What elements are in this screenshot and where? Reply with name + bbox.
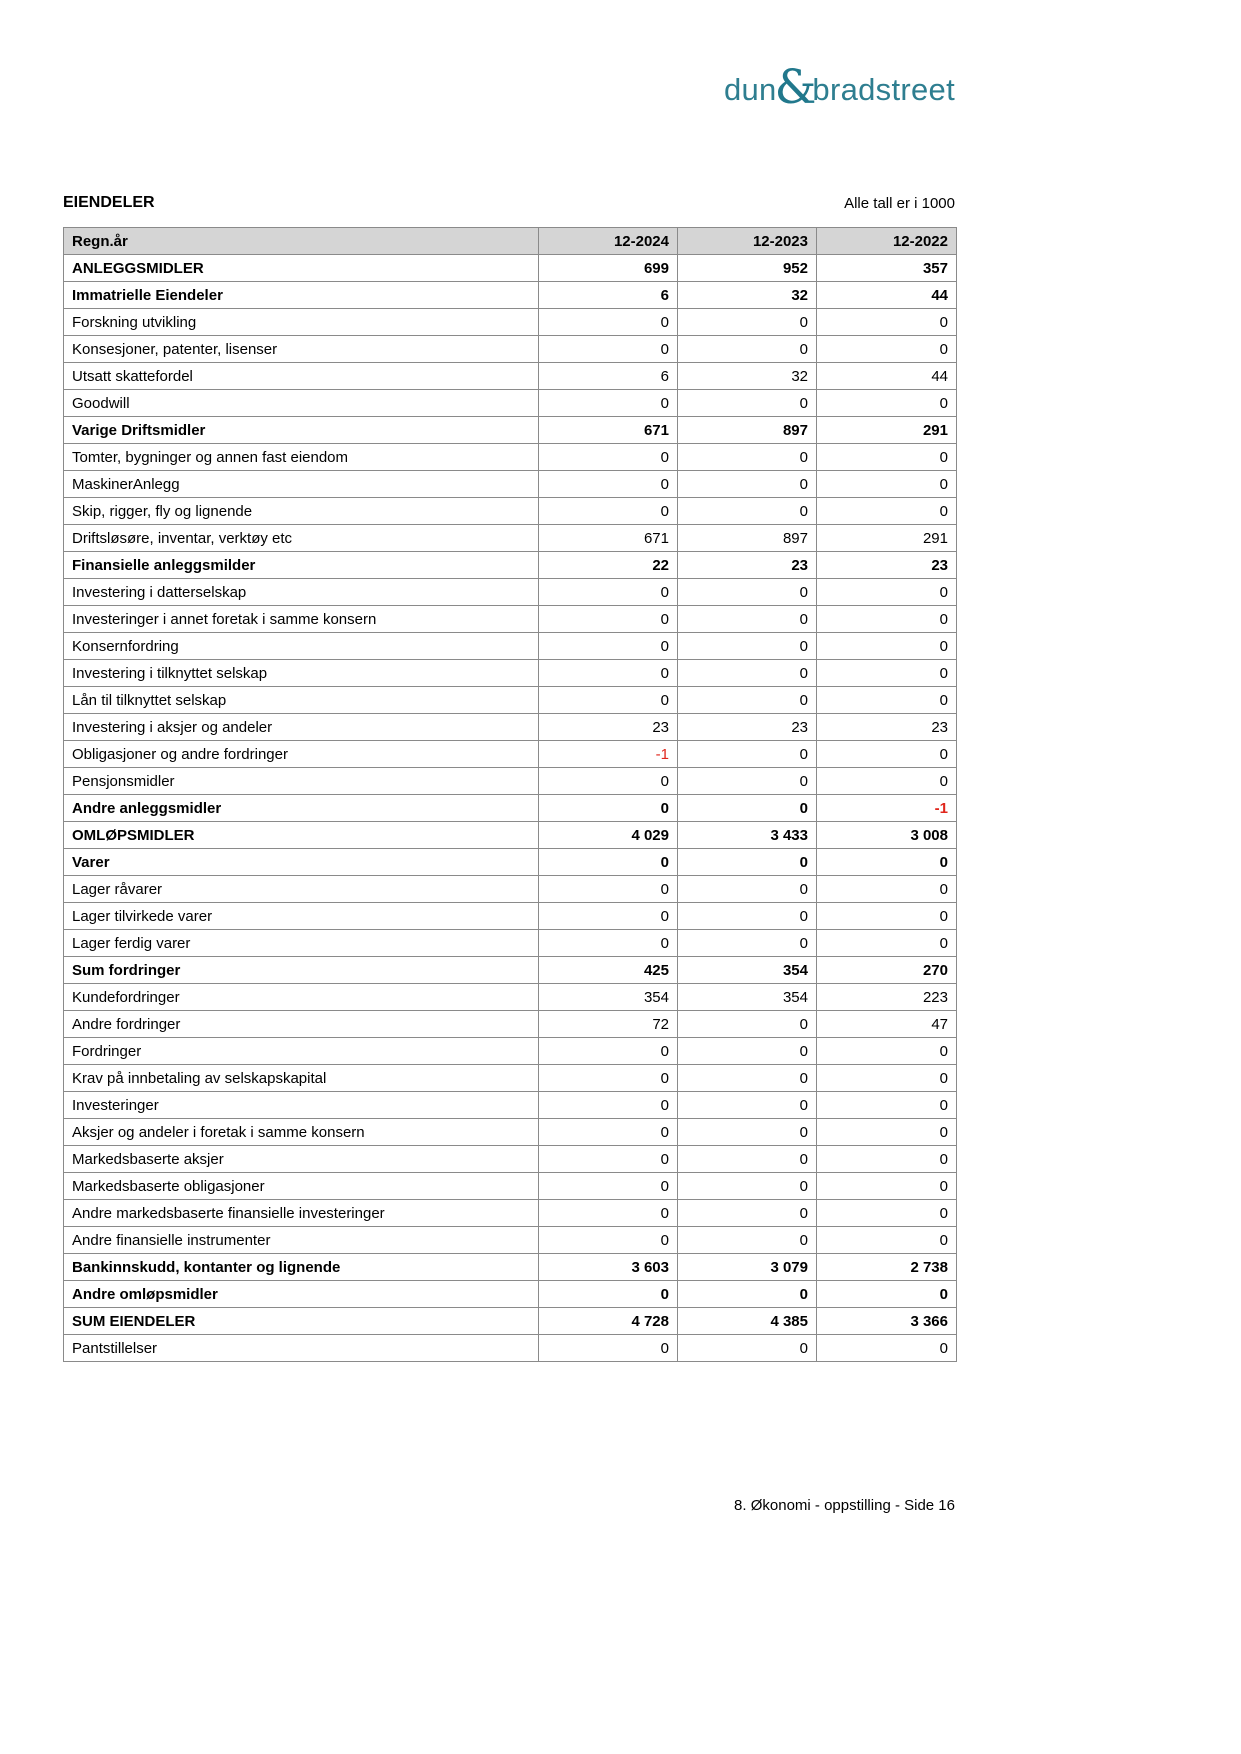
row-value: 23 <box>678 714 817 741</box>
row-value: 0 <box>539 795 678 822</box>
row-label: MaskinerAnlegg <box>64 471 539 498</box>
table-row <box>64 255 957 282</box>
row-value: 0 <box>678 309 817 336</box>
table-row <box>64 741 957 768</box>
section-title: EIENDELER <box>63 194 155 211</box>
row-value: 0 <box>817 741 957 768</box>
table-row <box>64 390 957 417</box>
table-row <box>64 1335 957 1362</box>
column-header-12-2024: 12-2024 <box>539 228 678 255</box>
balance-table-body <box>64 255 957 1362</box>
row-value: 291 <box>817 417 957 444</box>
units-note: Alle tall er i 1000 <box>844 195 955 212</box>
row-value: 671 <box>539 417 678 444</box>
row-value: 0 <box>817 1335 957 1362</box>
row-value: 952 <box>678 255 817 282</box>
row-value: 44 <box>817 282 957 309</box>
table-row <box>64 876 957 903</box>
row-label: Investering i tilknyttet selskap <box>64 660 539 687</box>
table-header <box>64 228 957 255</box>
row-value: 0 <box>817 1092 957 1119</box>
row-label: Kundefordringer <box>64 984 539 1011</box>
table-row <box>64 1254 957 1281</box>
table-row <box>64 1146 957 1173</box>
row-label: Lager tilvirkede varer <box>64 903 539 930</box>
row-value: 0 <box>539 1038 678 1065</box>
row-label: Investering i aksjer og andeler <box>64 714 539 741</box>
row-value: 357 <box>817 255 957 282</box>
table-row <box>64 984 957 1011</box>
row-value: 3 603 <box>539 1254 678 1281</box>
row-value: 0 <box>817 1146 957 1173</box>
row-value: 23 <box>817 552 957 579</box>
table-row <box>64 795 957 822</box>
row-label: Driftsløsøre, inventar, verktøy etc <box>64 525 539 552</box>
row-value: 0 <box>539 1227 678 1254</box>
table-row <box>64 1065 957 1092</box>
row-label: OMLØPSMIDLER <box>64 822 539 849</box>
row-value: 0 <box>539 768 678 795</box>
row-value: 0 <box>817 876 957 903</box>
row-label: Andre markedsbaserte finansielle investeringer <box>64 1200 539 1227</box>
row-value: 32 <box>678 363 817 390</box>
row-value: 0 <box>817 1119 957 1146</box>
row-value: 4 728 <box>539 1308 678 1335</box>
row-value: 425 <box>539 957 678 984</box>
row-value: 0 <box>678 768 817 795</box>
row-value: 2 738 <box>817 1254 957 1281</box>
row-value: 0 <box>678 579 817 606</box>
row-value: 0 <box>678 633 817 660</box>
row-value: 4 029 <box>539 822 678 849</box>
row-value: 3 366 <box>817 1308 957 1335</box>
row-value: 0 <box>678 1065 817 1092</box>
row-label: Andre finansielle instrumenter <box>64 1227 539 1254</box>
row-value: 291 <box>817 525 957 552</box>
row-value: 671 <box>539 525 678 552</box>
row-label: Finansielle anleggsmilder <box>64 552 539 579</box>
row-label: Utsatt skattefordel <box>64 363 539 390</box>
row-label: Lager ferdig varer <box>64 930 539 957</box>
row-value: 0 <box>817 336 957 363</box>
table-row <box>64 525 957 552</box>
row-value: 0 <box>817 1173 957 1200</box>
row-value: 0 <box>817 471 957 498</box>
row-value: 44 <box>817 363 957 390</box>
row-label: Fordringer <box>64 1038 539 1065</box>
row-value: 0 <box>678 1038 817 1065</box>
row-value: 0 <box>817 687 957 714</box>
table-row <box>64 822 957 849</box>
row-value: 270 <box>817 957 957 984</box>
row-value: 0 <box>539 660 678 687</box>
row-value: 6 <box>539 363 678 390</box>
row-value: 0 <box>539 471 678 498</box>
dun-and-bradstreet-logo <box>723 60 955 115</box>
row-value: 72 <box>539 1011 678 1038</box>
row-value: 0 <box>678 444 817 471</box>
row-value: 0 <box>539 1146 678 1173</box>
row-value: 0 <box>539 336 678 363</box>
row-label: Andre omløpsmidler <box>64 1281 539 1308</box>
row-label: Markedsbaserte aksjer <box>64 1146 539 1173</box>
row-value: 0 <box>678 1200 817 1227</box>
row-value: 0 <box>678 687 817 714</box>
table-row <box>64 1281 957 1308</box>
row-value: 0 <box>817 930 957 957</box>
table-row <box>64 849 957 876</box>
table-row <box>64 363 957 390</box>
row-value: 23 <box>817 714 957 741</box>
row-value: 0 <box>678 336 817 363</box>
logo-word-bradstreet: bradstreet <box>812 72 955 107</box>
row-value: 354 <box>678 957 817 984</box>
row-value: 23 <box>539 714 678 741</box>
row-label: Skip, rigger, fly og lignende <box>64 498 539 525</box>
row-label: ANLEGGSMIDLER <box>64 255 539 282</box>
column-header-12-2022: 12-2022 <box>817 228 957 255</box>
row-label: Konsesjoner, patenter, lisenser <box>64 336 539 363</box>
row-label: Lager råvarer <box>64 876 539 903</box>
row-label: Konsernfordring <box>64 633 539 660</box>
row-value: 0 <box>817 579 957 606</box>
column-header-regnaar: Regn.år <box>64 228 539 255</box>
row-value: 0 <box>539 633 678 660</box>
column-header-12-2023: 12-2023 <box>678 228 817 255</box>
row-value: 0 <box>539 579 678 606</box>
table-row <box>64 1308 957 1335</box>
row-value: 23 <box>678 552 817 579</box>
ampersand-icon: & <box>774 60 817 115</box>
page-footer: 8. Økonomi - oppstilling - Side 16 <box>734 1497 955 1514</box>
table-row <box>64 1119 957 1146</box>
table-row <box>64 552 957 579</box>
row-value: 0 <box>539 1335 678 1362</box>
table-row <box>64 471 957 498</box>
row-label: Sum fordringer <box>64 957 539 984</box>
row-value: 897 <box>678 525 817 552</box>
row-value: 0 <box>678 1119 817 1146</box>
table-row <box>64 957 957 984</box>
row-label: Obligasjoner og andre fordringer <box>64 741 539 768</box>
row-value: 0 <box>539 849 678 876</box>
row-value: 0 <box>678 471 817 498</box>
row-label: Aksjer og andeler i foretak i samme konsern <box>64 1119 539 1146</box>
table-row <box>64 633 957 660</box>
row-value: 0 <box>539 444 678 471</box>
row-value: 0 <box>817 1281 957 1308</box>
row-value: 0 <box>539 687 678 714</box>
row-value: 354 <box>539 984 678 1011</box>
table-row <box>64 930 957 957</box>
row-value: 0 <box>539 390 678 417</box>
row-value: 0 <box>678 606 817 633</box>
table-row <box>64 687 957 714</box>
table-row <box>64 1173 957 1200</box>
row-value: 0 <box>817 1200 957 1227</box>
row-label: Forskning utvikling <box>64 309 539 336</box>
logo-word-dun: dun <box>723 72 777 107</box>
table-row <box>64 768 957 795</box>
row-value: 0 <box>539 1092 678 1119</box>
row-value: 0 <box>539 309 678 336</box>
row-label: Pantstillelser <box>64 1335 539 1362</box>
row-label: Bankinnskudd, kontanter og lignende <box>64 1254 539 1281</box>
row-label: Andre anleggsmidler <box>64 795 539 822</box>
row-value: 47 <box>817 1011 957 1038</box>
table-row <box>64 1200 957 1227</box>
row-value: 0 <box>678 390 817 417</box>
table-row <box>64 1011 957 1038</box>
row-value: 0 <box>817 309 957 336</box>
row-value: 0 <box>678 876 817 903</box>
row-label: Investeringer i annet foretak i samme konsern <box>64 606 539 633</box>
table-row <box>64 579 957 606</box>
table-row <box>64 606 957 633</box>
table-row <box>64 714 957 741</box>
row-value: 0 <box>678 849 817 876</box>
row-value: 0 <box>817 498 957 525</box>
row-value: 0 <box>539 1173 678 1200</box>
row-value: 0 <box>817 903 957 930</box>
row-value: 0 <box>678 1092 817 1119</box>
table-row <box>64 282 957 309</box>
row-value: 0 <box>678 930 817 957</box>
row-value: 3 008 <box>817 822 957 849</box>
row-label: Krav på innbetaling av selskapskapital <box>64 1065 539 1092</box>
row-value: 0 <box>678 1011 817 1038</box>
row-value: 0 <box>678 498 817 525</box>
row-value: 0 <box>539 1200 678 1227</box>
row-value: 0 <box>817 606 957 633</box>
row-value: 699 <box>539 255 678 282</box>
row-value: 22 <box>539 552 678 579</box>
row-value: 223 <box>817 984 957 1011</box>
row-value: 0 <box>817 390 957 417</box>
row-value: 0 <box>817 660 957 687</box>
row-value: 0 <box>539 1119 678 1146</box>
table-row <box>64 444 957 471</box>
row-value: 0 <box>539 903 678 930</box>
row-value: 0 <box>817 1065 957 1092</box>
row-value: 32 <box>678 282 817 309</box>
row-label: Investering i datterselskap <box>64 579 539 606</box>
row-value: 0 <box>539 498 678 525</box>
row-value: 6 <box>539 282 678 309</box>
row-value: 0 <box>817 849 957 876</box>
table-header-row <box>64 228 957 255</box>
table-row <box>64 1227 957 1254</box>
row-value: 897 <box>678 417 817 444</box>
row-label: Lån til tilknyttet selskap <box>64 687 539 714</box>
table-row <box>64 660 957 687</box>
row-value: 0 <box>539 930 678 957</box>
row-value: 3 433 <box>678 822 817 849</box>
row-value: 0 <box>817 633 957 660</box>
row-label: Varige Driftsmidler <box>64 417 539 444</box>
row-value: 0 <box>817 444 957 471</box>
table-row <box>64 309 957 336</box>
row-value: 0 <box>539 606 678 633</box>
table-row <box>64 903 957 930</box>
row-value: 0 <box>678 1227 817 1254</box>
table-header-line <box>63 194 955 212</box>
table-row <box>64 1038 957 1065</box>
row-label: Immatrielle Eiendeler <box>64 282 539 309</box>
row-value: 0 <box>678 741 817 768</box>
row-value: -1 <box>539 741 678 768</box>
row-value: 0 <box>817 1038 957 1065</box>
row-value: 4 385 <box>678 1308 817 1335</box>
row-value: 0 <box>678 795 817 822</box>
row-value: 3 079 <box>678 1254 817 1281</box>
row-value: 354 <box>678 984 817 1011</box>
row-label: Pensjonsmidler <box>64 768 539 795</box>
table-row <box>64 498 957 525</box>
row-value: 0 <box>539 1281 678 1308</box>
row-label: SUM EIENDELER <box>64 1308 539 1335</box>
row-value: -1 <box>817 795 957 822</box>
row-label: Tomter, bygninger og annen fast eiendom <box>64 444 539 471</box>
balance-sheet-table <box>63 227 957 1362</box>
row-label: Markedsbaserte obligasjoner <box>64 1173 539 1200</box>
row-value: 0 <box>678 1146 817 1173</box>
row-value: 0 <box>539 1065 678 1092</box>
row-value: 0 <box>678 1335 817 1362</box>
table-row <box>64 336 957 363</box>
row-label: Andre fordringer <box>64 1011 539 1038</box>
row-label: Goodwill <box>64 390 539 417</box>
table-row <box>64 1092 957 1119</box>
row-value: 0 <box>817 1227 957 1254</box>
row-value: 0 <box>678 1281 817 1308</box>
row-value: 0 <box>678 1173 817 1200</box>
row-value: 0 <box>678 660 817 687</box>
row-label: Investeringer <box>64 1092 539 1119</box>
row-label: Varer <box>64 849 539 876</box>
row-value: 0 <box>817 768 957 795</box>
row-value: 0 <box>678 903 817 930</box>
table-row <box>64 417 957 444</box>
row-value: 0 <box>539 876 678 903</box>
